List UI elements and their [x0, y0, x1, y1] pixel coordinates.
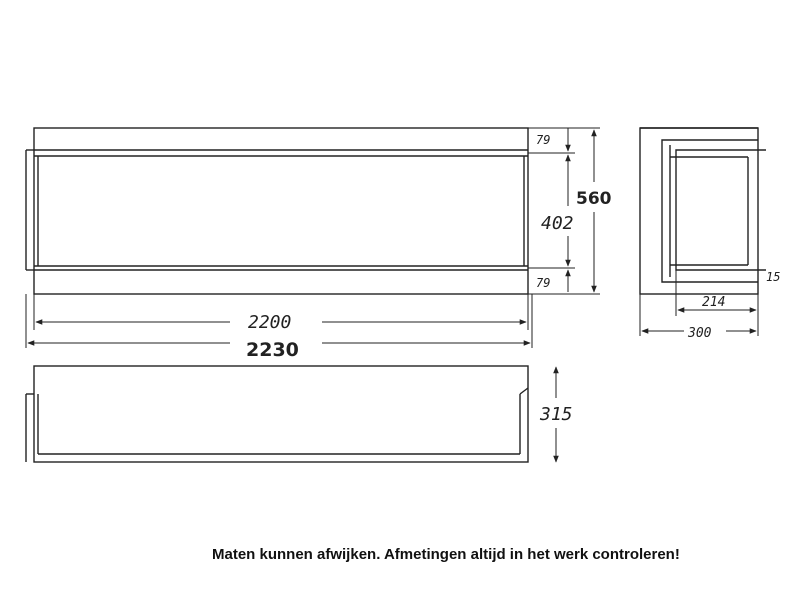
side-outer-frame: [640, 128, 758, 294]
dim-total-depth-label: 300: [688, 326, 712, 341]
bottom-view: [26, 366, 528, 462]
dim-inner-width-label: 2200: [248, 312, 292, 333]
bottom-inner-right-top: [520, 388, 528, 394]
dim-bottom-trim-label: 79: [536, 276, 551, 290]
front-view: [26, 128, 528, 294]
dim-inner-height-label: 402: [541, 213, 574, 234]
dim-total-width-label: 2230: [246, 339, 299, 361]
side-inner-opening: [676, 150, 766, 270]
dim-inner-depth-label: 214: [702, 295, 726, 310]
front-vertical-dimensions: [528, 128, 600, 294]
dim-total-height-label: 560: [576, 189, 612, 209]
disclaimer-text: Maten kunnen afwijken. Afmetingen altijd in het werk controleren!: [212, 546, 680, 563]
dim-bottom-height-label: 315: [540, 404, 573, 425]
dim-lip-label: 15: [766, 270, 781, 284]
side-view: [640, 128, 766, 294]
bottom-outer-frame: [34, 366, 528, 462]
front-outer-frame: [34, 128, 528, 294]
dim-top-trim-label: 79: [536, 133, 551, 147]
